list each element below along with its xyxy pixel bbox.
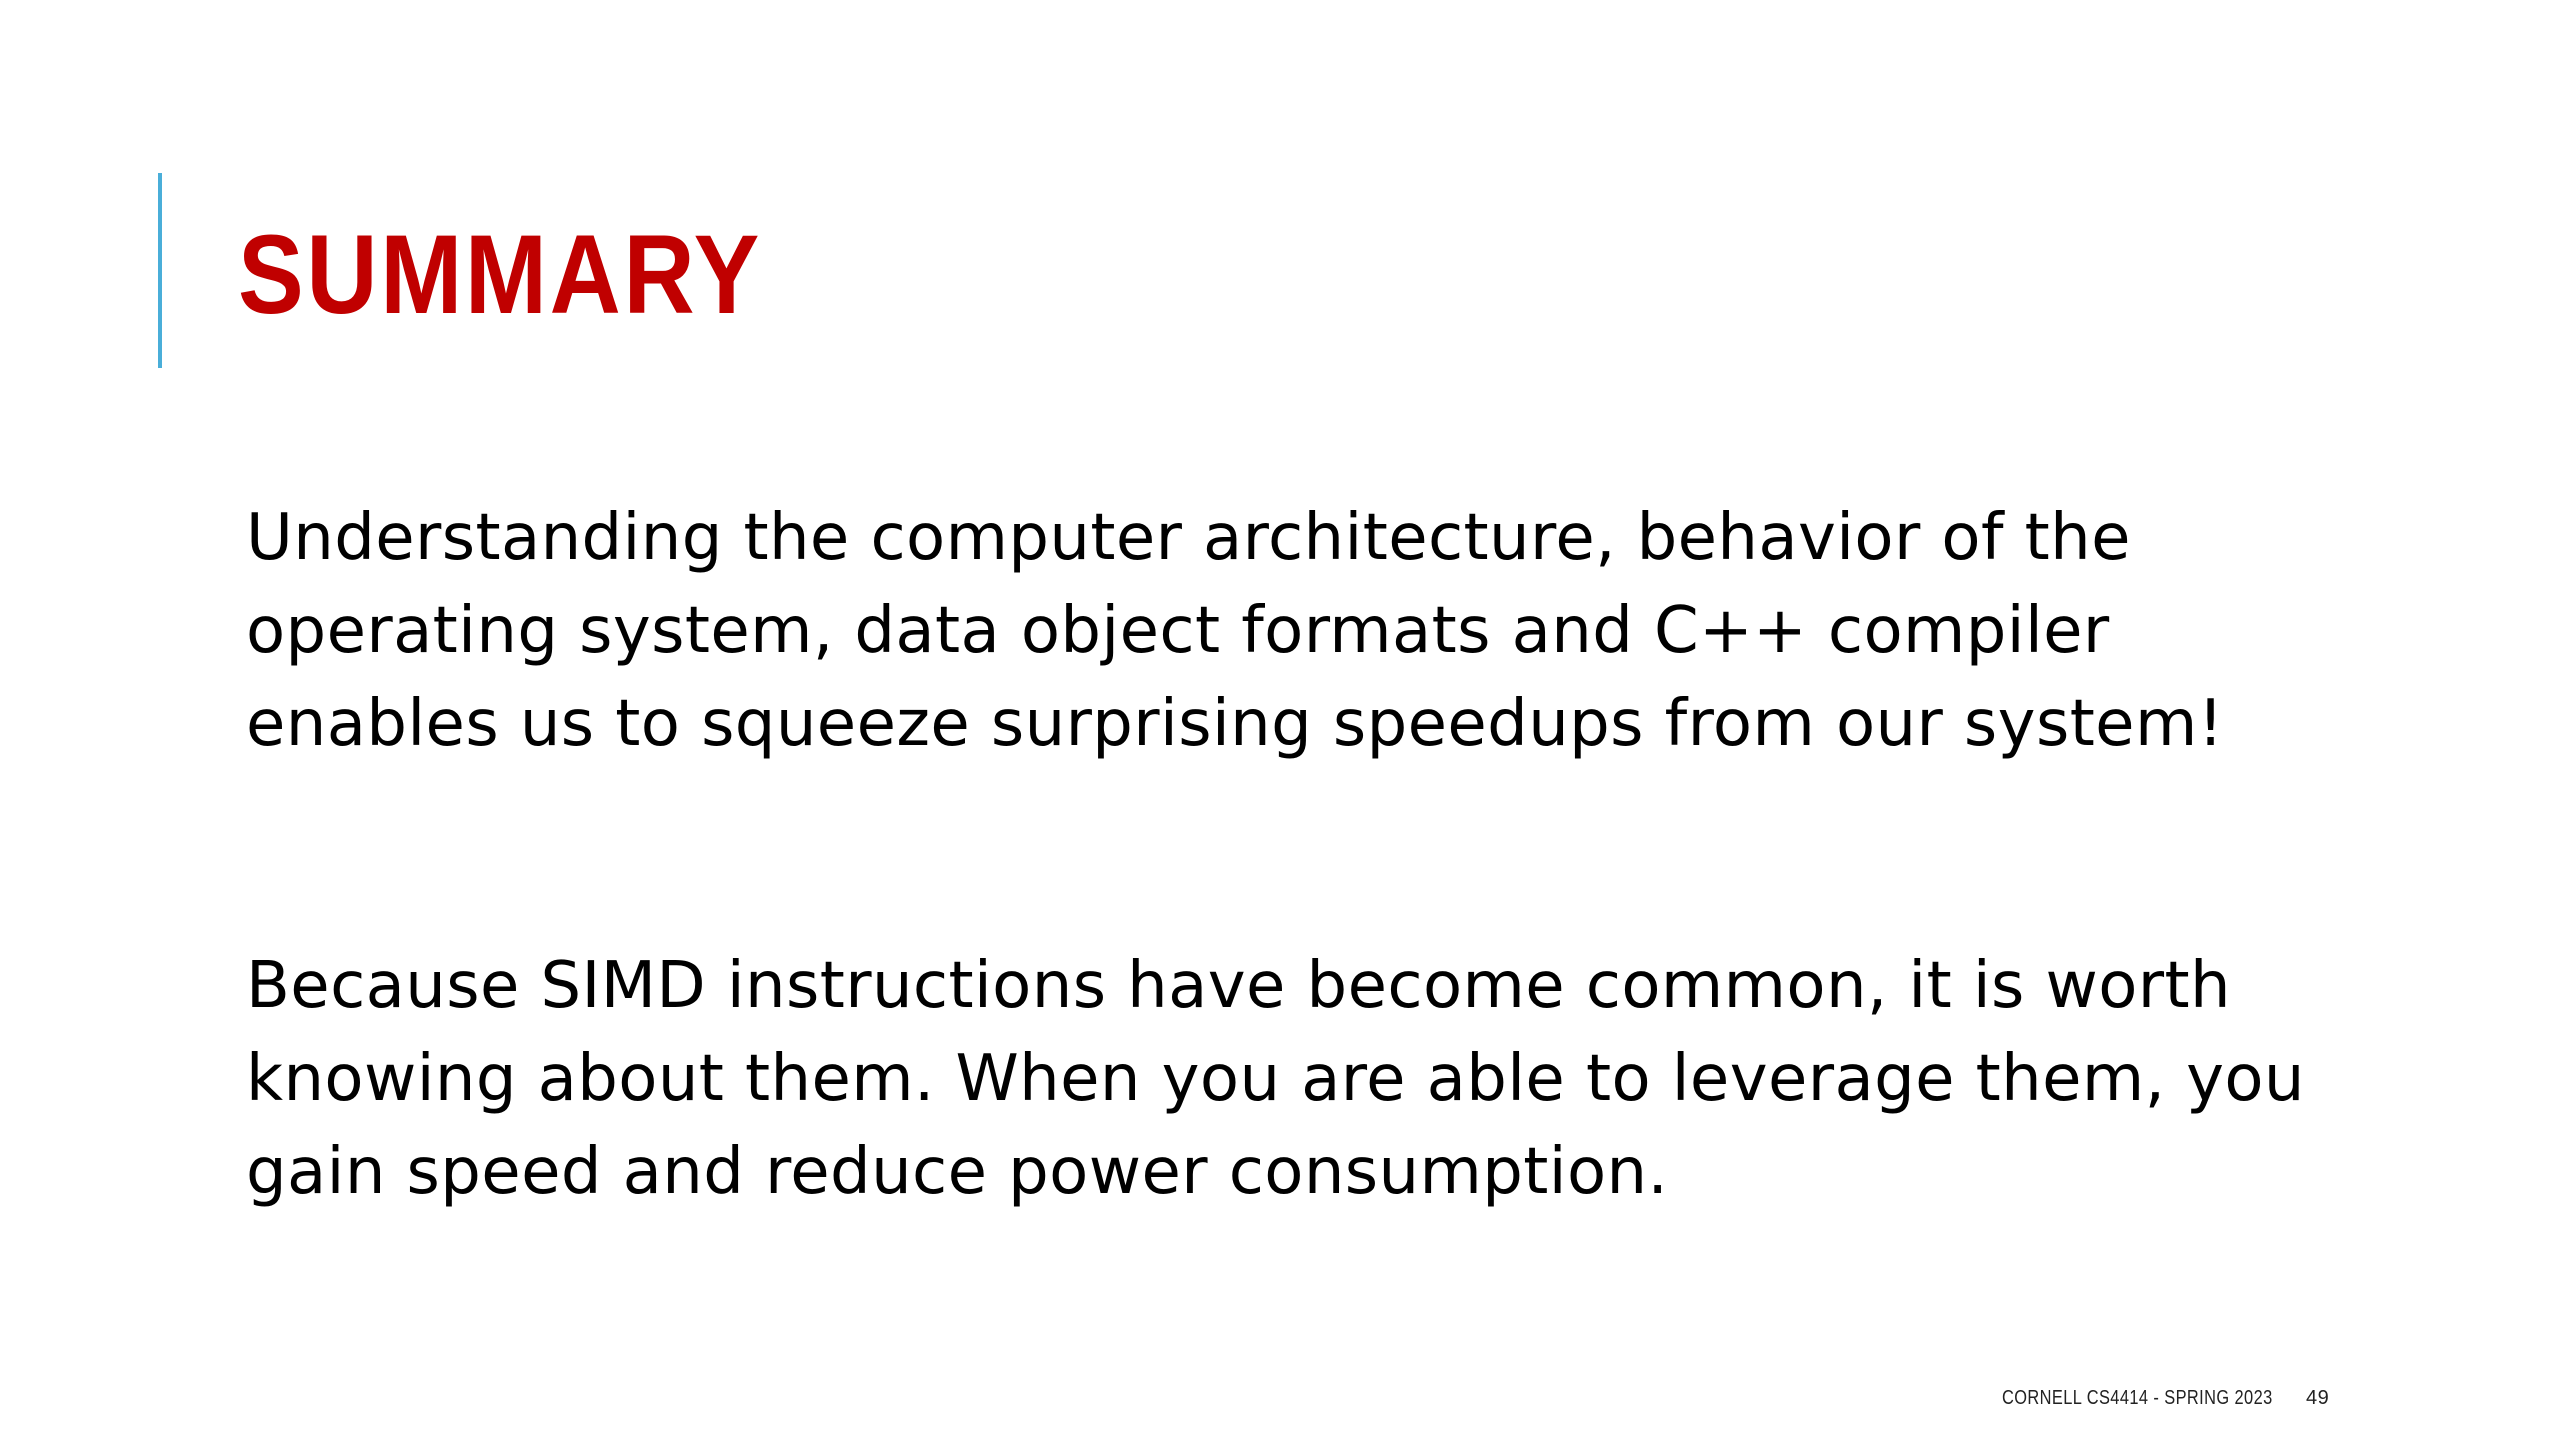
slide-number: 49 bbox=[2306, 1387, 2330, 1409]
slide-title: SUMMARY bbox=[238, 212, 763, 337]
slide-body bbox=[246, 492, 2526, 1219]
footer-course-label: CORNELL CS4414 - SPRING 2023 bbox=[2002, 1387, 2273, 1409]
body-paragraph-2: Because SIMD instructions have become common, it is worth knowing about them. When you are able to leverage them, you gain speed and reduce power consumption. bbox=[246, 949, 2305, 1209]
body-paragraph-1: Understanding the computer architecture, behavior of the operating system, data object formats and C++ compiler enables us to squeeze surprising speedups from our system! bbox=[246, 501, 2224, 761]
title-accent-bar bbox=[158, 173, 162, 368]
